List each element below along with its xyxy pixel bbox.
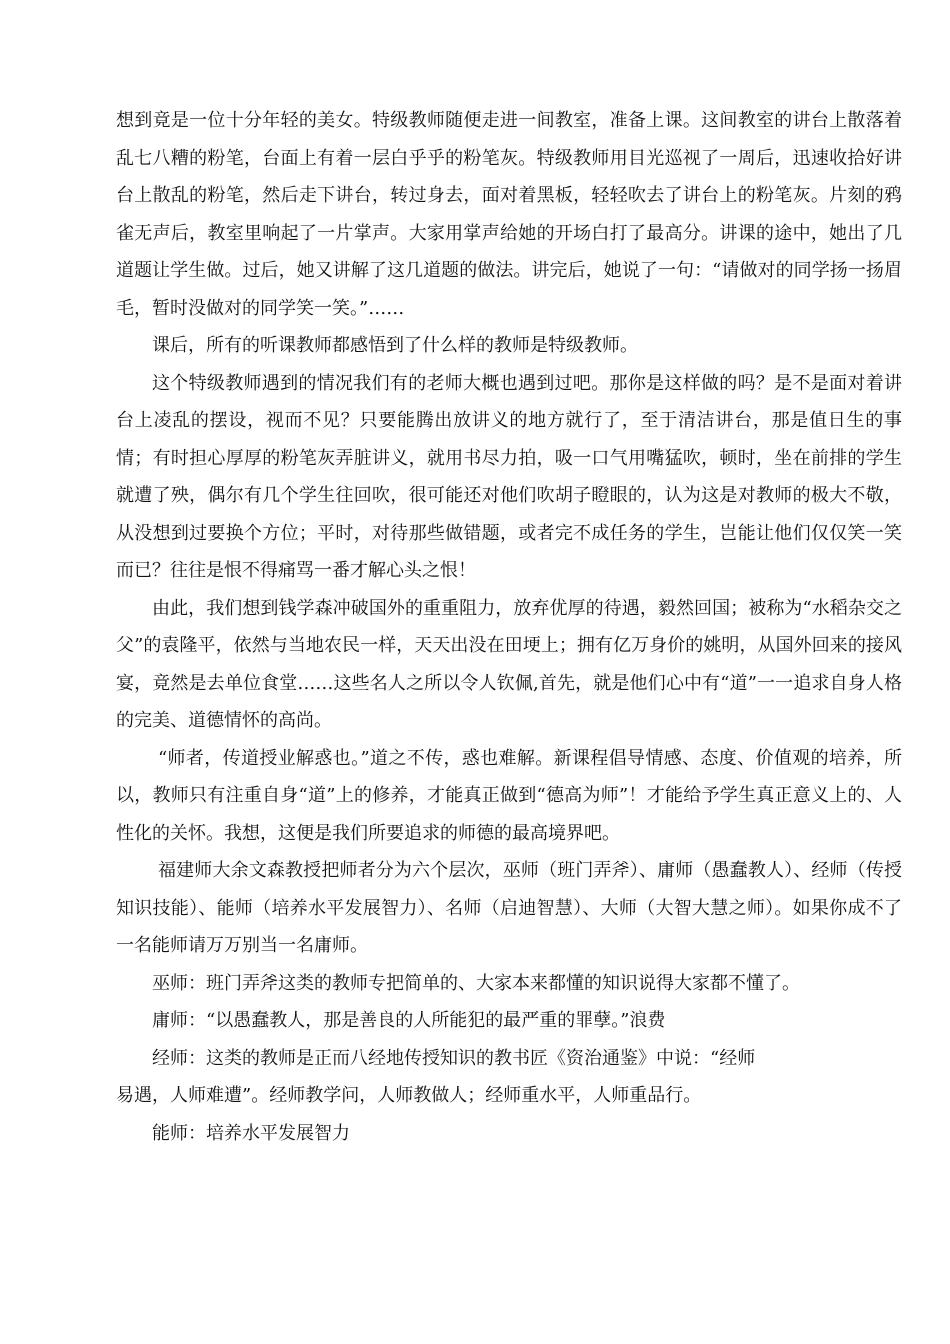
paragraph-six-levels: 福建师大余文森教授把师者分为六个层次，巫师（班门弄斧）、庸师（愚蠢教人）、经师（传授知识技能）、能师（培养水平发展智力）、名师（启迪智慧）、大师（大智大慧之师）。如果你成不了一名能师请万万别当一名庸师。 [116, 860, 902, 956]
paragraph-wushi: 巫师：班门弄斧这类的教师专把简单的、大家本来都懂的知识说得大家都不懂了。 [152, 972, 800, 994]
paragraph-nengshi: 能师：培养水平发展智力 [152, 1122, 350, 1144]
paragraph-yongshi: 庸师：“以愚蠢教人，那是善良的人所能犯的最严重的罪孽。”浪费 [152, 1010, 666, 1031]
paragraph-reflection: 这个特级教师遇到的情况我们有的老师大概也遇到过吧。那你是这样做的吗？是不是面对着讲台上凌乱的摆设，视而不见？只要能腾出放讲义的地方就行了，至于清洁讲台，那是值日生的事情；有时担心厚厚的粉笔灰弄脏讲义，就用书尽力拍，吸一口气用嘴猛吹，顿时，坐在前排的学生就遭了殃，偶尔有几个学生往回吹，很可能还对他们吹胡子瞪眼的，认为这是对教师的极大不敬，从没想到过要换个方位；平时，对待那些做错题，或者完不成任务的学生，岂能让他们仅仅笑一笑而已？往往是恨不得痛骂一番才解心头之恨！ [116, 372, 902, 581]
paragraph-jingshi-line1: 经师：这类的教师是正而八经地传授知识的教书匠《资治通鉴》中说：“经师 [152, 1047, 756, 1069]
paragraph-after-class: 课后，所有的听课教师都感悟到了什么样的教师是特级教师。 [152, 335, 638, 356]
paragraph-special-teacher-story: 想到竟是一位十分年轻的美女。特级教师随便走进一间教室，准备上课。这间教室的讲台上散落着乱七八糟的粉笔，台面上有着一层白乎乎的粉笔灰。特级教师用目光巡视了一周后，迅速收拾好讲台上散乱的粉笔，然后走下讲台，转过身去，面对着黑板，轻轻吹去了讲台上的粉笔灰。片刻的鸦雀无声后，教室里响起了一片掌声。大家用掌声给她的开场白打了最高分。讲课的途中，她出了几道题让学生做。过后，她又讲解了这几道题的做法。讲完后，她说了一句：“请做对的同学扬一扬眉毛，暂时没做对的同学笑一笑。”…… [116, 110, 902, 319]
paragraph-famous-people: 由此，我们想到钱学森冲破国外的重重阻力，放弃优厚的待遇，毅然回国；被称为“水稻杂交之父”的袁隆平，依然与当地农民一样，天天出没在田埂上；拥有亿万身价的姚明，从国外回来的接风宴，竟然是去单位食堂……这些名人之所以令人钦佩,首先，就是他们心中有“道”一一追求自身人格的完美、道德情怀的高尚。 [116, 597, 902, 731]
paragraph-teacher-dao: “师者，传道授业解惑也。”道之不传，惑也难解。新课程倡导情感、态度、价值观的培养，所以，教师只有注重自身“道”上的修养，才能真正做到“德高为师”！才能给予学生真正意义上的、人性化的关怀。我想，这便是我们所要追求的师德的最高境界吧。 [116, 747, 902, 844]
document-page [116, 102, 902, 1152]
paragraph-jingshi-line2: 易遇，人师难遭”。经师教学问，人师教做人；经师重水平，人师重品行。 [116, 1085, 702, 1106]
